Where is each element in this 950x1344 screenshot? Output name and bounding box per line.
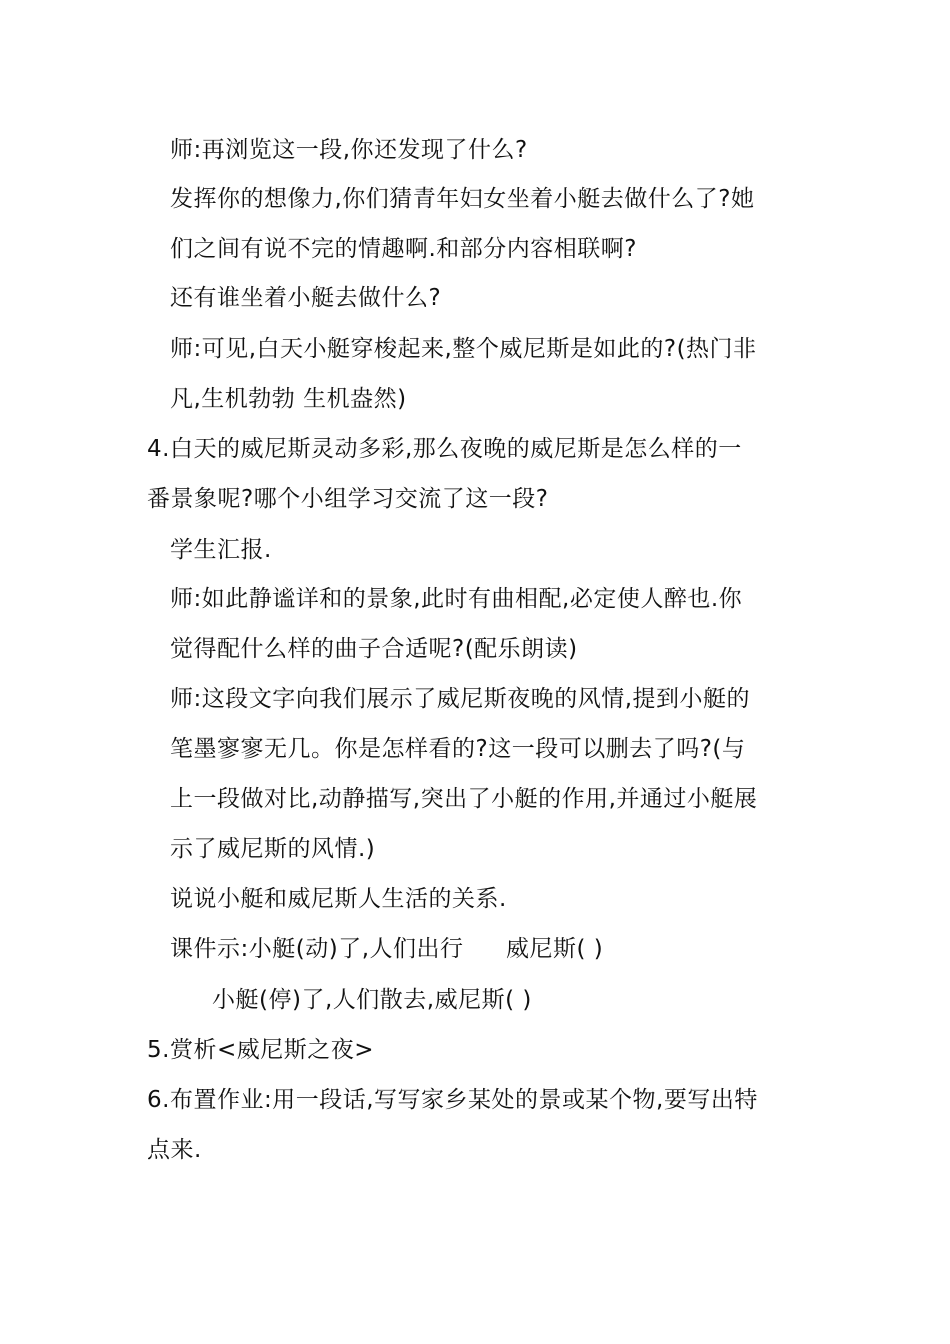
paragraph-line: 示了威尼斯的风情.) bbox=[170, 836, 376, 862]
paragraph-line: 们之间有说不完的情趣啊.和部分内容相联啊? bbox=[170, 236, 638, 262]
courseware-line: 小艇(停)了,人们散去,威尼斯( ) bbox=[212, 987, 532, 1013]
numbered-item-line: 5.赏析<威尼斯之夜> bbox=[147, 1037, 374, 1063]
numbered-item-line: 6.布置作业:用一段话,写写家乡某处的景或某个物,要写出特 bbox=[147, 1087, 758, 1113]
paragraph-line: 说说小艇和威尼斯人生活的关系. bbox=[170, 886, 507, 912]
paragraph-line: 凡,生机勃勃 生机盎然) bbox=[170, 386, 407, 412]
paragraph-line: 番景象呢?哪个小组学习交流了这一段? bbox=[147, 486, 549, 512]
paragraph-line: 发挥你的想像力,你们猜青年妇女坐着小艇去做什么了?她 bbox=[170, 186, 755, 212]
paragraph-line: 点来. bbox=[147, 1137, 202, 1163]
courseware-blank: 威尼斯( ) bbox=[506, 936, 604, 962]
paragraph-line: 上一段做对比,动静描写,突出了小艇的作用,并通过小艇展 bbox=[170, 786, 758, 812]
paragraph-line: 师:再浏览这一段,你还发现了什么? bbox=[170, 137, 528, 163]
numbered-item-line: 4.白天的威尼斯灵动多彩,那么夜晚的威尼斯是怎么样的一 bbox=[147, 436, 742, 462]
paragraph-line: 师:这段文字向我们展示了威尼斯夜晚的风情,提到小艇的 bbox=[170, 686, 751, 712]
paragraph-line: 觉得配什么样的曲子合适呢?(配乐朗读) bbox=[170, 636, 578, 662]
paragraph-line: 师:可见,白天小艇穿梭起来,整个威尼斯是如此的?(热门非 bbox=[170, 336, 757, 362]
paragraph-line: 笔墨寥寥无几。你是怎样看的?这一段可以删去了吗?(与 bbox=[170, 736, 746, 762]
courseware-line: 课件示:小艇(动)了,人们出行 bbox=[170, 936, 464, 962]
paragraph-line: 还有谁坐着小艇去做什么? bbox=[170, 285, 442, 311]
paragraph-line: 学生汇报. bbox=[170, 537, 272, 563]
paragraph-line: 师:如此静谧详和的景象,此时有曲相配,必定使人醉也.你 bbox=[170, 586, 743, 612]
